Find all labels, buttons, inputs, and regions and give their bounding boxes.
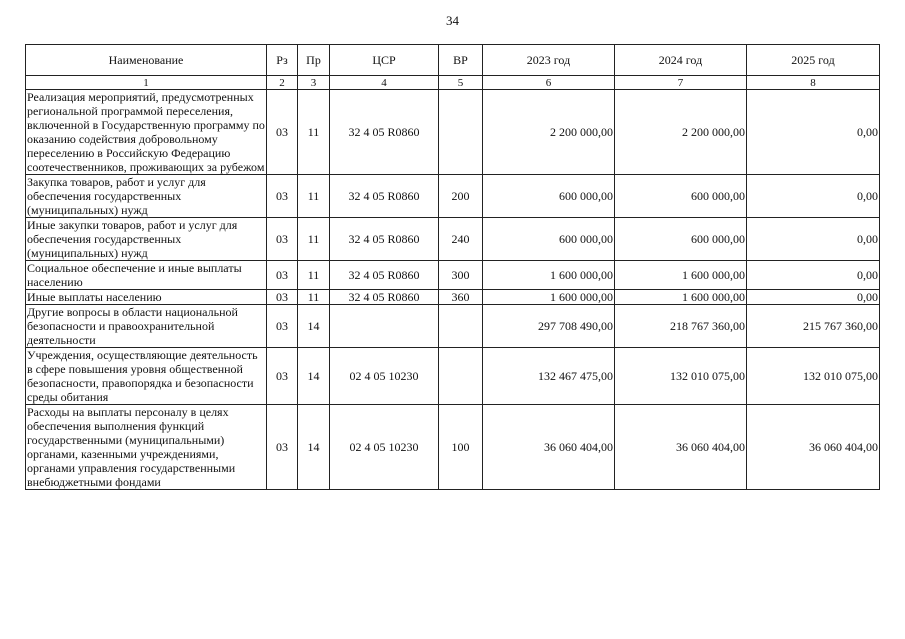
row-vr: 200 bbox=[439, 175, 483, 218]
row-rz: 03 bbox=[267, 348, 298, 405]
row-2023: 36 060 404,00 bbox=[483, 405, 615, 490]
row-vr: 360 bbox=[439, 290, 483, 305]
row-2024: 36 060 404,00 bbox=[615, 405, 747, 490]
row-rz: 03 bbox=[267, 261, 298, 290]
row-pr: 11 bbox=[298, 290, 330, 305]
header-2023: 2023 год bbox=[483, 45, 615, 76]
row-pr: 11 bbox=[298, 175, 330, 218]
row-2025: 132 010 075,00 bbox=[747, 348, 880, 405]
column-number: 3 bbox=[298, 76, 330, 90]
table-row bbox=[26, 405, 880, 490]
row-csr: 32 4 05 R0860 bbox=[330, 90, 439, 175]
header-2024: 2024 год bbox=[615, 45, 747, 76]
row-2023: 132 467 475,00 bbox=[483, 348, 615, 405]
column-number-row bbox=[26, 76, 880, 90]
row-2024: 1 600 000,00 bbox=[615, 261, 747, 290]
row-vr bbox=[439, 90, 483, 175]
row-vr: 300 bbox=[439, 261, 483, 290]
row-2025: 36 060 404,00 bbox=[747, 405, 880, 490]
row-name: Реализация мероприятий, предусмотренных региональной программой переселения, включенной в Государственную программу по оказанию содействия добровольному переселению в Российскую Федерацию соотечественников, проживающих за рубежом bbox=[27, 90, 265, 174]
column-number: 5 bbox=[439, 76, 483, 90]
row-2023: 600 000,00 bbox=[483, 218, 615, 261]
row-2025: 215 767 360,00 bbox=[747, 305, 880, 348]
row-2024: 600 000,00 bbox=[615, 218, 747, 261]
row-vr: 240 bbox=[439, 218, 483, 261]
row-csr: 32 4 05 R0860 bbox=[330, 218, 439, 261]
row-rz: 03 bbox=[267, 218, 298, 261]
header-2025: 2025 год bbox=[747, 45, 880, 76]
row-csr: 32 4 05 R0860 bbox=[330, 290, 439, 305]
column-number: 8 bbox=[747, 76, 880, 90]
row-name: Иные выплаты населению bbox=[26, 290, 267, 305]
row-pr: 14 bbox=[298, 405, 330, 490]
table-row bbox=[26, 261, 880, 290]
table-row bbox=[26, 305, 880, 348]
row-2023: 1 600 000,00 bbox=[483, 261, 615, 290]
row-name: Иные закупки товаров, работ и услуг для обеспечения государственных (муниципальных) нужд bbox=[26, 218, 267, 261]
row-2025: 0,00 bbox=[747, 90, 880, 175]
row-csr: 32 4 05 R0860 bbox=[330, 175, 439, 218]
row-2025: 0,00 bbox=[747, 175, 880, 218]
row-name: Расходы на выплаты персоналу в целях обеспечения выполнения функций государственными (муниципальными) органами, казенными учреждениями, органами управления государственными внебюджетными фондами bbox=[26, 405, 267, 490]
header-rz: Рз bbox=[267, 45, 298, 76]
row-name: Учреждения, осуществляющие деятельность в сфере повышения уровня общественной безопасности, правопорядка и безопасности среды обитания bbox=[26, 348, 267, 405]
column-number: 7 bbox=[615, 76, 747, 90]
header-pr: Пр bbox=[298, 45, 330, 76]
row-name: Закупка товаров, работ и услуг для обеспечения государственных (муниципальных) нужд bbox=[26, 175, 267, 218]
row-rz: 03 bbox=[267, 90, 298, 175]
row-2024: 2 200 000,00 bbox=[615, 90, 747, 175]
row-pr: 11 bbox=[298, 218, 330, 261]
column-number: 6 bbox=[483, 76, 615, 90]
row-rz: 03 bbox=[267, 305, 298, 348]
column-number: 4 bbox=[330, 76, 439, 90]
row-vr bbox=[439, 348, 483, 405]
header-row bbox=[26, 45, 880, 76]
row-name: Социальное обеспечение и иные выплаты населению bbox=[26, 261, 267, 290]
table-row bbox=[26, 218, 880, 261]
column-number: 2 bbox=[267, 76, 298, 90]
row-2023: 1 600 000,00 bbox=[483, 290, 615, 305]
row-2023: 600 000,00 bbox=[483, 175, 615, 218]
row-name: Другие вопросы в области национальной безопасности и правоохранительной деятельности bbox=[26, 305, 267, 348]
table-row bbox=[26, 290, 880, 305]
row-2025: 0,00 bbox=[747, 261, 880, 290]
page-number: 34 bbox=[446, 13, 459, 28]
row-rz: 03 bbox=[267, 290, 298, 305]
row-pr: 14 bbox=[298, 348, 330, 405]
row-2024: 218 767 360,00 bbox=[615, 305, 747, 348]
row-2024: 1 600 000,00 bbox=[615, 290, 747, 305]
table-row bbox=[26, 348, 880, 405]
header-name: Наименование bbox=[26, 45, 267, 76]
row-2023: 2 200 000,00 bbox=[483, 90, 615, 175]
row-csr bbox=[330, 305, 439, 348]
header-vr: ВР bbox=[439, 45, 483, 76]
row-2024: 132 010 075,00 bbox=[615, 348, 747, 405]
budget-table bbox=[25, 44, 880, 490]
row-vr: 100 bbox=[439, 405, 483, 490]
row-pr: 14 bbox=[298, 305, 330, 348]
row-2024: 600 000,00 bbox=[615, 175, 747, 218]
row-2025: 0,00 bbox=[747, 218, 880, 261]
row-rz: 03 bbox=[267, 175, 298, 218]
column-number: 1 bbox=[26, 76, 267, 90]
row-2025: 0,00 bbox=[747, 290, 880, 305]
row-2023: 297 708 490,00 bbox=[483, 305, 615, 348]
row-csr: 02 4 05 10230 bbox=[330, 348, 439, 405]
row-pr: 11 bbox=[298, 261, 330, 290]
row-rz: 03 bbox=[267, 405, 298, 490]
row-vr bbox=[439, 305, 483, 348]
row-csr: 02 4 05 10230 bbox=[330, 405, 439, 490]
row-pr: 11 bbox=[298, 90, 330, 175]
row-csr: 32 4 05 R0860 bbox=[330, 261, 439, 290]
header-csr: ЦСР bbox=[330, 45, 439, 76]
table-row bbox=[26, 175, 880, 218]
table-row bbox=[26, 90, 880, 175]
